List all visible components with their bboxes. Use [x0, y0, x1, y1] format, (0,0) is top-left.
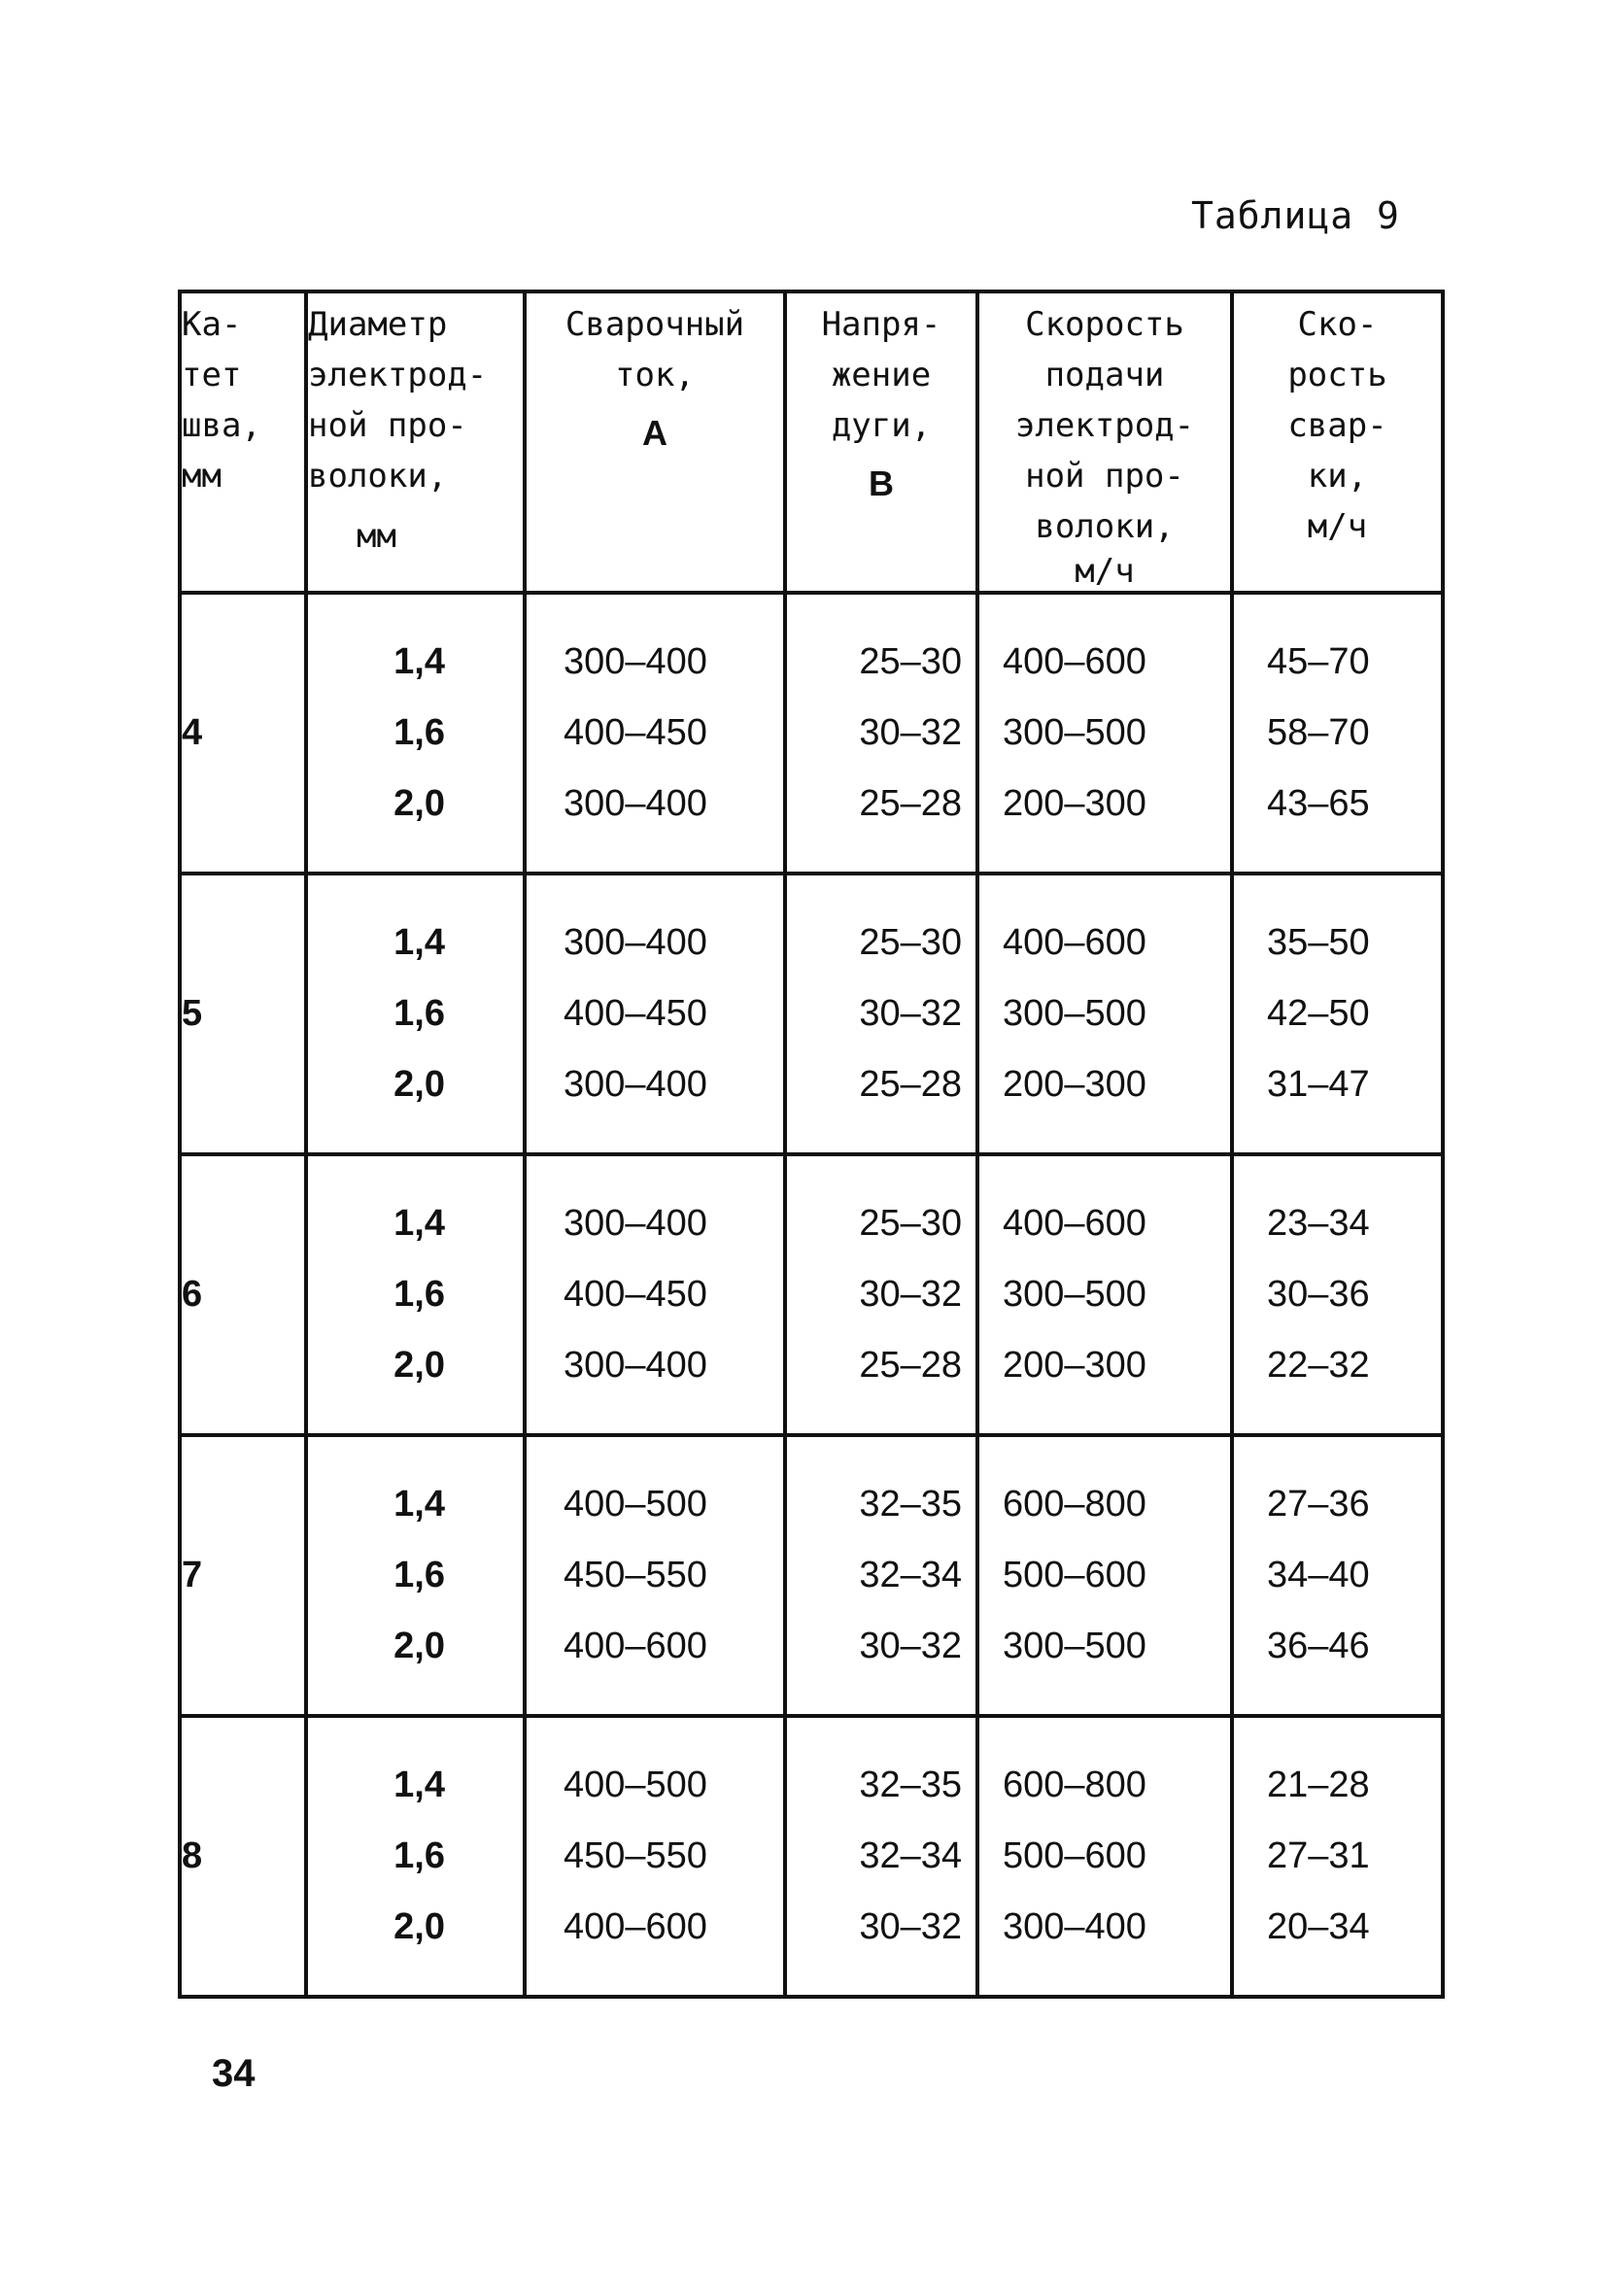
header-feed-line: электрод-	[1014, 406, 1195, 445]
voltage-value: 30–32	[859, 1274, 962, 1315]
cathet-value: 6	[180, 1154, 306, 1435]
weld-speed-cell	[1232, 1435, 1443, 1716]
current-value: 450–550	[564, 1835, 707, 1876]
welding-parameters-table	[178, 290, 1445, 1999]
weld-speed-cell	[1232, 1716, 1443, 1997]
diameter-cell	[306, 593, 525, 874]
table-row	[180, 874, 1443, 1154]
current-list	[527, 917, 783, 1111]
voltage-value: 25–30	[859, 641, 962, 682]
feed-speed-list	[979, 1760, 1230, 1953]
diameter-cell	[306, 874, 525, 1154]
current-cell	[525, 874, 785, 1154]
voltage-value: 30–32	[859, 1906, 962, 1947]
header-weld-line: Ско-	[1297, 305, 1378, 344]
table-title: Таблица 9	[1191, 194, 1400, 237]
header-voltage-line: жение	[831, 356, 932, 394]
current-value: 400–500	[564, 1765, 707, 1805]
weld-speed-value: 27–31	[1267, 1835, 1370, 1876]
header-voltage-line: дуги,	[831, 406, 932, 445]
diameter-list	[308, 917, 523, 1111]
diameter-value: 2,0	[393, 1906, 445, 1947]
weld-speed-cell	[1232, 1154, 1443, 1435]
feed-speed-value: 600–800	[1003, 1765, 1146, 1805]
diameter-value: 1,4	[393, 1765, 445, 1805]
feed-speed-cell	[977, 874, 1232, 1154]
table-header	[180, 291, 1443, 593]
voltage-list	[787, 917, 975, 1111]
current-list	[527, 636, 783, 830]
current-value: 400–600	[564, 1626, 707, 1666]
voltage-value: 32–35	[859, 1765, 962, 1805]
header-cathet	[180, 291, 306, 593]
weld-speed-value: 36–46	[1267, 1626, 1370, 1666]
header-feed-line: подачи	[1044, 356, 1165, 394]
diameter-list	[308, 1479, 523, 1672]
voltage-list	[787, 1479, 975, 1672]
header-diameter-line: Диаметр	[308, 305, 448, 344]
feed-speed-value: 300–400	[1003, 1906, 1146, 1947]
current-cell	[525, 593, 785, 874]
voltage-value: 30–32	[859, 993, 962, 1034]
feed-speed-value: 400–600	[1003, 922, 1146, 963]
voltage-value: 30–32	[859, 712, 962, 753]
feed-speed-list	[979, 636, 1230, 830]
diameter-value: 1,4	[393, 1484, 445, 1525]
weld-speed-value: 21–28	[1267, 1765, 1370, 1805]
header-voltage-unit: В	[869, 463, 894, 503]
feed-speed-cell	[977, 1435, 1232, 1716]
voltage-value: 25–28	[859, 783, 962, 824]
voltage-cell	[785, 874, 977, 1154]
feed-speed-value: 200–300	[1003, 1345, 1146, 1386]
diameter-value: 1,6	[393, 1835, 445, 1876]
header-current-unit: А	[642, 413, 667, 453]
feed-speed-cell	[977, 1716, 1232, 1997]
weld-speed-value: 45–70	[1267, 641, 1370, 682]
header-row	[180, 291, 1443, 593]
voltage-value: 30–32	[859, 1626, 962, 1666]
diameter-value: 1,6	[393, 1274, 445, 1315]
weld-speed-value: 43–65	[1267, 783, 1370, 824]
header-diameter-line: электрод-	[308, 356, 488, 394]
diameter-value: 2,0	[393, 783, 445, 824]
weld-speed-value: 30–36	[1267, 1274, 1370, 1315]
header-diameter-unit: мм	[357, 517, 396, 556]
header-current-line: Сварочный	[564, 305, 745, 344]
diameter-value: 1,4	[393, 922, 445, 963]
current-value: 300–400	[564, 1345, 707, 1386]
current-list	[527, 1198, 783, 1391]
weld-speed-value: 31–47	[1267, 1064, 1370, 1105]
header-diameter	[306, 291, 525, 593]
diameter-value: 2,0	[393, 1626, 445, 1666]
header-cathet-line: Ка-	[182, 305, 242, 344]
feed-speed-list	[979, 917, 1230, 1111]
diameter-cell	[306, 1154, 525, 1435]
feed-speed-value: 200–300	[1003, 1064, 1146, 1105]
table-row	[180, 1154, 1443, 1435]
voltage-value: 32–35	[859, 1484, 962, 1525]
current-value: 300–400	[564, 922, 707, 963]
header-diameter-line: волоки,	[308, 457, 448, 496]
voltage-cell	[785, 1435, 977, 1716]
current-value: 400–450	[564, 712, 707, 753]
feed-speed-value: 300–500	[1003, 1626, 1146, 1666]
diameter-value: 2,0	[393, 1064, 445, 1105]
table-row	[180, 1435, 1443, 1716]
header-feed-line: ной про-	[1025, 457, 1184, 496]
feed-speed-value: 200–300	[1003, 783, 1146, 824]
cathet-value: 8	[180, 1716, 306, 1997]
voltage-cell	[785, 593, 977, 874]
diameter-list	[308, 1198, 523, 1391]
header-voltage-line: Напря-	[821, 305, 941, 344]
weld-speed-cell	[1232, 874, 1443, 1154]
voltage-value: 32–34	[859, 1835, 962, 1876]
weld-speed-cell	[1232, 593, 1443, 874]
voltage-value: 25–30	[859, 922, 962, 963]
feed-speed-list	[979, 1198, 1230, 1391]
feed-speed-cell	[977, 1154, 1232, 1435]
current-list	[527, 1760, 783, 1953]
current-list	[527, 1479, 783, 1672]
weld-speed-value: 35–50	[1267, 922, 1370, 963]
weld-speed-value: 22–32	[1267, 1345, 1370, 1386]
feed-speed-list	[979, 1479, 1230, 1672]
header-feed-speed	[977, 291, 1232, 593]
weld-speed-value: 58–70	[1267, 712, 1370, 753]
diameter-cell	[306, 1716, 525, 1997]
header-feed-line: м/ч	[1075, 552, 1135, 591]
voltage-value: 25–28	[859, 1345, 962, 1386]
voltage-cell	[785, 1716, 977, 1997]
header-feed-line: Скорость	[1025, 305, 1184, 344]
table-body	[180, 593, 1443, 1997]
weld-speed-list	[1234, 1479, 1441, 1672]
diameter-value: 1,6	[393, 1555, 445, 1595]
diameter-list	[308, 636, 523, 830]
weld-speed-list	[1234, 1198, 1441, 1391]
diameter-value: 1,6	[393, 993, 445, 1034]
diameter-list	[308, 1760, 523, 1953]
current-value: 300–400	[564, 1064, 707, 1105]
table-row	[180, 1716, 1443, 1997]
feed-speed-cell	[977, 593, 1232, 874]
voltage-cell	[785, 1154, 977, 1435]
weld-speed-value: 27–36	[1267, 1484, 1370, 1525]
cathet-value: 7	[180, 1435, 306, 1716]
current-value: 400–500	[564, 1484, 707, 1525]
header-voltage	[785, 291, 977, 593]
diameter-cell	[306, 1435, 525, 1716]
diameter-value: 1,4	[393, 641, 445, 682]
diameter-value: 1,6	[393, 712, 445, 753]
current-value: 300–400	[564, 641, 707, 682]
voltage-list	[787, 1760, 975, 1953]
current-value: 400–600	[564, 1906, 707, 1947]
header-weld-speed	[1232, 291, 1443, 593]
current-cell	[525, 1435, 785, 1716]
weld-speed-value: 42–50	[1267, 993, 1370, 1034]
voltage-list	[787, 1198, 975, 1391]
feed-speed-value: 300–500	[1003, 712, 1146, 753]
page-number: 34	[212, 2052, 256, 2095]
feed-speed-value: 400–600	[1003, 1203, 1146, 1244]
weld-speed-value: 20–34	[1267, 1906, 1370, 1947]
cathet-value: 5	[180, 874, 306, 1154]
header-cathet-line: мм	[182, 457, 222, 496]
header-diameter-line: ной про-	[308, 406, 467, 445]
cathet-value: 4	[180, 593, 306, 874]
current-cell	[525, 1716, 785, 1997]
current-value: 400–450	[564, 1274, 707, 1315]
diameter-value: 2,0	[393, 1345, 445, 1386]
header-cathet-line: шва,	[182, 406, 261, 445]
current-value: 400–450	[564, 993, 707, 1034]
table-row	[180, 593, 1443, 874]
current-value: 450–550	[564, 1555, 707, 1595]
feed-speed-value: 300–500	[1003, 1274, 1146, 1315]
header-weld-line: м/ч	[1307, 507, 1368, 546]
feed-speed-value: 300–500	[1003, 993, 1146, 1034]
current-value: 300–400	[564, 783, 707, 824]
weld-speed-value: 34–40	[1267, 1555, 1370, 1595]
voltage-value: 25–30	[859, 1203, 962, 1244]
feed-speed-value: 500–600	[1003, 1835, 1146, 1876]
header-feed-line: волоки,	[1035, 507, 1175, 546]
feed-speed-value: 600–800	[1003, 1484, 1146, 1525]
feed-speed-value: 500–600	[1003, 1555, 1146, 1595]
weld-speed-list	[1234, 917, 1441, 1111]
voltage-list	[787, 636, 975, 830]
diameter-value: 1,4	[393, 1203, 445, 1244]
feed-speed-value: 400–600	[1003, 641, 1146, 682]
weld-speed-list	[1234, 636, 1441, 830]
header-cathet-line: тет	[182, 356, 242, 394]
weld-speed-value: 23–34	[1267, 1203, 1370, 1244]
header-weld-line: ки,	[1307, 457, 1368, 496]
header-current-line: ток,	[615, 356, 695, 394]
header-weld-line: рость	[1287, 356, 1387, 394]
header-weld-line: свар-	[1287, 406, 1387, 445]
current-cell	[525, 1154, 785, 1435]
voltage-value: 25–28	[859, 1064, 962, 1105]
current-value: 300–400	[564, 1203, 707, 1244]
weld-speed-list	[1234, 1760, 1441, 1953]
voltage-value: 32–34	[859, 1555, 962, 1595]
header-current	[525, 291, 785, 593]
